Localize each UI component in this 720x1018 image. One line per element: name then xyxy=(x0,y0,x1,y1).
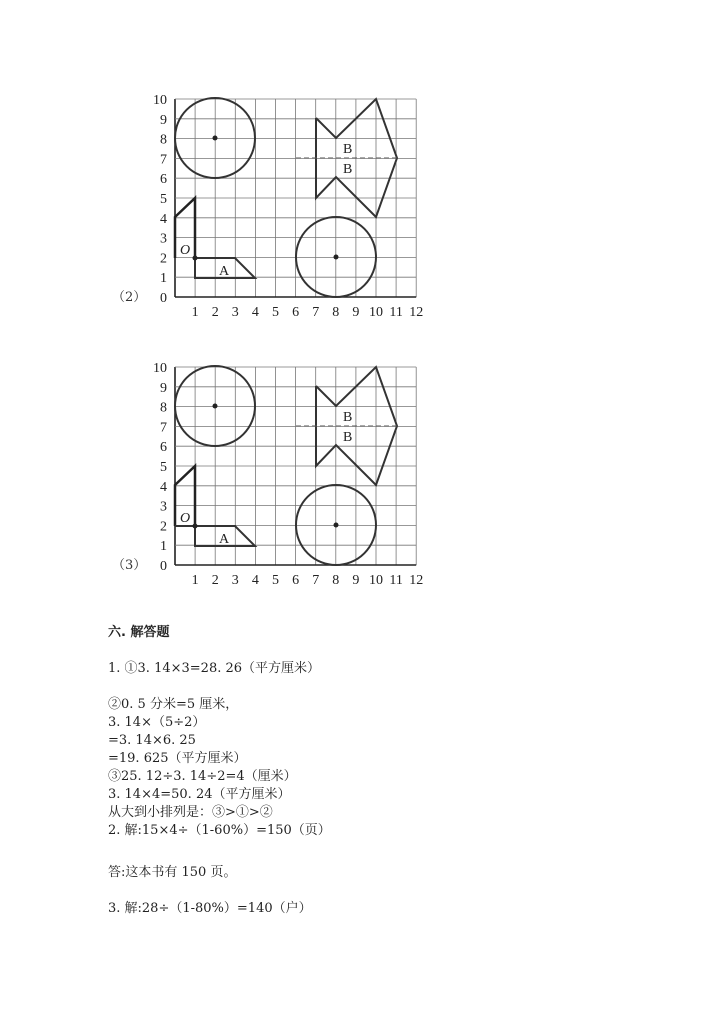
y-tick-label: 9 xyxy=(160,112,167,128)
circle-bottom-center xyxy=(334,523,339,528)
answer-2-conclusion xyxy=(108,864,236,882)
y-tick-label: 0 xyxy=(160,559,167,574)
section-heading xyxy=(108,624,169,642)
x-tick-label: 1 xyxy=(191,573,199,588)
x-tick-label: 8 xyxy=(332,573,340,588)
y-tick-label: 3 xyxy=(160,499,167,515)
x-tick-label: 10 xyxy=(369,305,383,320)
label-b-bottom: B xyxy=(343,162,353,177)
answer-1-line: 1. ①3. 14×3=28. 26（平方厘米） xyxy=(108,661,321,676)
point-o xyxy=(193,524,198,529)
y-tick-label: 7 xyxy=(160,420,167,436)
label-o: O xyxy=(180,511,191,526)
x-tick-label: 12 xyxy=(409,573,424,588)
x-tick-label: 11 xyxy=(389,305,403,320)
figure-3-label: （3） xyxy=(112,558,147,573)
y-tick-label: 5 xyxy=(160,460,167,475)
y-tick-label: 9 xyxy=(160,380,167,396)
x-tick-label: 4 xyxy=(251,305,259,320)
y-tick-label: 8 xyxy=(160,132,167,148)
step-line: ③25. 12÷3. 14÷2=4（厘米） xyxy=(108,769,297,784)
answer-3 xyxy=(108,900,312,918)
x-tick-label: 9 xyxy=(352,305,360,320)
shapes xyxy=(175,366,397,565)
answer-3-line: 3. 解:28÷（1-80%）=140（户） xyxy=(108,901,312,916)
label-b-top: B xyxy=(343,142,353,157)
x-tick-label: 2 xyxy=(211,573,219,588)
x-tick-label: 8 xyxy=(332,305,340,320)
x-tick-label: 6 xyxy=(292,305,300,320)
label-b-top: B xyxy=(343,410,353,425)
x-tick-label: 10 xyxy=(369,573,383,588)
step-line: 3. 14×（5÷2） xyxy=(108,715,206,730)
step-line: =3. 14×6. 25 xyxy=(108,733,196,748)
x-tick-label: 3 xyxy=(231,573,239,588)
figure-3 xyxy=(100,356,440,596)
y-tick-label: 2 xyxy=(160,251,167,267)
x-tick-label: 7 xyxy=(312,305,320,320)
label-b-bottom: B xyxy=(343,430,353,445)
step-line: 3. 14×4=50. 24（平方厘米） xyxy=(108,787,291,802)
answer-1 xyxy=(108,660,320,678)
step-line: 从大到小排列是：③>①>② xyxy=(108,805,273,820)
x-tick-label: 2 xyxy=(211,305,219,320)
y-tick-labels xyxy=(153,93,167,306)
y-tick-label: 3 xyxy=(160,231,167,247)
step-line: ②0. 5 分米=5 厘米， xyxy=(108,697,239,712)
y-tick-label: 8 xyxy=(160,400,167,416)
point-o xyxy=(193,256,198,261)
y-tick-label: 4 xyxy=(160,479,167,495)
shapes xyxy=(175,98,397,297)
x-tick-label: 12 xyxy=(409,305,424,320)
step-line: =19. 625（平方厘米） xyxy=(108,751,247,766)
y-tick-label: 2 xyxy=(160,519,167,535)
grid-lines xyxy=(175,367,416,565)
figure-2-label: （2） xyxy=(112,290,147,305)
grid-figure-3 xyxy=(100,356,440,596)
y-tick-label: 4 xyxy=(160,211,167,227)
x-tick-label: 7 xyxy=(312,573,320,588)
grid-figure-2 xyxy=(100,88,440,328)
x-tick-label: 4 xyxy=(251,573,259,588)
y-tick-labels xyxy=(153,361,167,574)
y-tick-label: 1 xyxy=(160,539,167,555)
circle-top-center xyxy=(213,136,218,141)
circle-top-center xyxy=(213,404,218,409)
x-tick-label: 3 xyxy=(231,305,239,320)
x-tick-label: 5 xyxy=(272,305,279,320)
x-tick-label: 11 xyxy=(389,573,403,588)
figure-2 xyxy=(100,88,440,328)
y-tick-label: 10 xyxy=(153,361,167,376)
x-tick-label: 5 xyxy=(272,573,279,588)
label-a: A xyxy=(219,264,230,279)
y-tick-label: 1 xyxy=(160,271,167,287)
grid-lines xyxy=(175,99,416,297)
answer-1-steps xyxy=(108,696,331,840)
step-line: 2. 解:15×4÷（1-60%）=150（页） xyxy=(108,823,331,838)
x-tick-label: 1 xyxy=(191,305,199,320)
label-o: O xyxy=(180,243,191,258)
x-tick-label: 6 xyxy=(292,573,300,588)
x-tick-labels xyxy=(192,573,424,588)
y-tick-label: 0 xyxy=(160,291,167,306)
circle-bottom-center xyxy=(334,255,339,260)
y-tick-label: 7 xyxy=(160,152,167,168)
y-tick-label: 5 xyxy=(160,192,167,207)
y-tick-label: 6 xyxy=(160,440,167,456)
label-a: A xyxy=(219,532,230,547)
y-tick-label: 6 xyxy=(160,172,167,188)
x-tick-label: 9 xyxy=(352,573,360,588)
section-title: 六. 解答题 xyxy=(108,625,170,640)
y-tick-label: 10 xyxy=(153,93,167,108)
x-tick-labels xyxy=(192,305,424,320)
conclusion-line: 答:这本书有 150 页。 xyxy=(108,865,237,880)
